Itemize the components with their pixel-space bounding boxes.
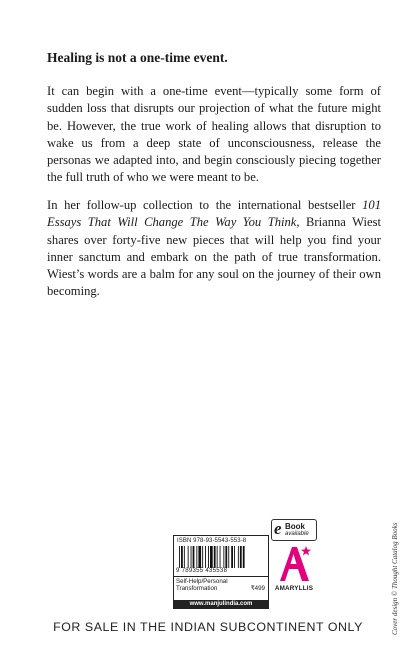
- isbn-text: ISBN 978-93-5543-553-8: [177, 538, 247, 544]
- ebook-sublabel: available: [285, 531, 309, 537]
- book-price: ₹499: [250, 585, 265, 592]
- divider: [174, 576, 268, 577]
- book-category: Self-Help/Personal Transformation: [176, 578, 228, 592]
- barcode-icon: [179, 546, 263, 568]
- barcode-number: 9 789355 435538: [176, 568, 228, 574]
- blurb-paragraph-2-end: Brianna Wiest shares over forty-five new pieces that will help you find your inner sanctum and embark on the path of true transformation. Wiest’s words are a balm for any soul on the journey of their own becoming.: [47, 215, 381, 299]
- headline: Healing is not a one-time event.: [47, 50, 228, 65]
- sale-territory-notice: FOR SALE IN THE INDIAN SUBCONTINENT ONLY: [53, 620, 363, 634]
- publisher-website: www.manjulindia.com: [173, 600, 269, 609]
- blurb-paragraph-1: It can begin with a one-time event—typically some form of sudden loss that disrupts our projection of what the future might be. However, the true work of healing allows that disruption to wake us from a deep state of unconsciousness, release the personas we adapted into, and begin consciously piecing together the full truth of who we were meant to be.: [47, 84, 381, 185]
- blurb-paragraph-2-start: In her follow-up collection to the international bestseller: [47, 198, 363, 212]
- isbn-barcode-box: [173, 535, 269, 601]
- cover-design-credit: Cover design © Thought Catalog Books: [391, 522, 399, 635]
- referenced-book-title: 101 Essays That Will Change The Way You Think,: [47, 198, 381, 230]
- publisher-name: AMARYLLIS: [274, 585, 314, 592]
- ebook-e-icon: e: [274, 519, 282, 538]
- amaryllis-logo-icon: [270, 543, 318, 583]
- ebook-label: Book: [285, 522, 305, 531]
- ebook-available-badge: [271, 519, 317, 541]
- blurb-paragraph-2: [47, 197, 381, 301]
